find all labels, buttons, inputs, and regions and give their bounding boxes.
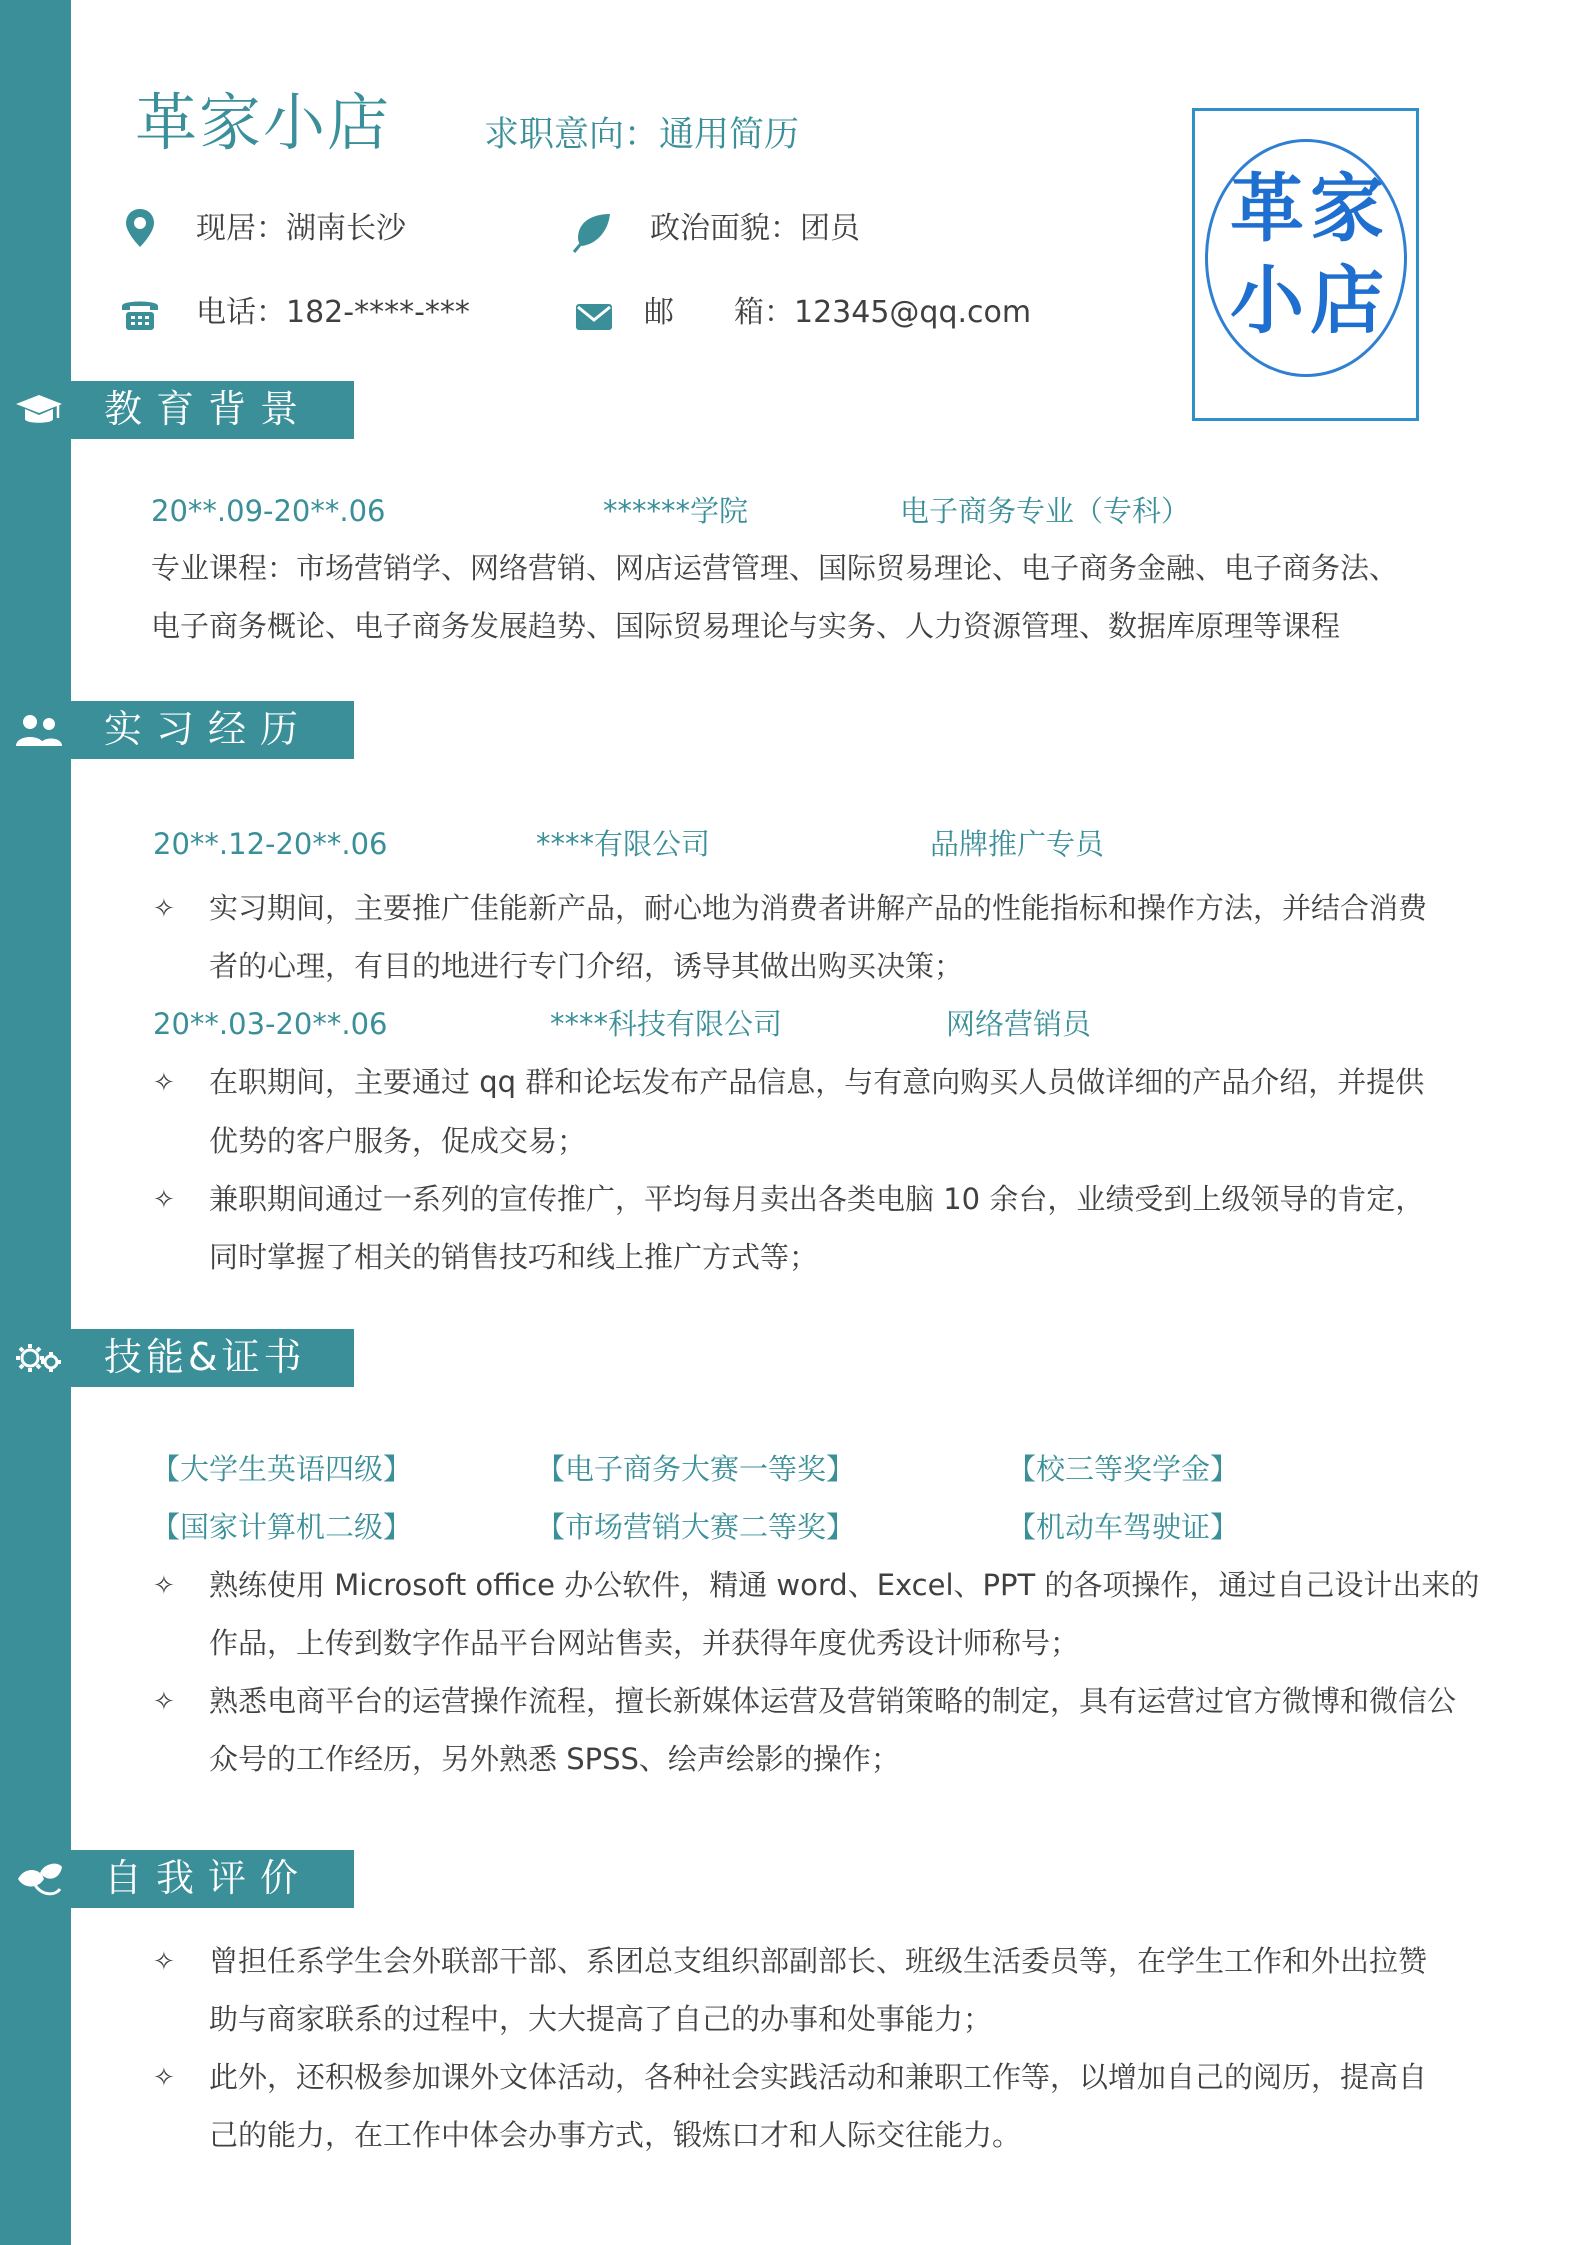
job-bullet-line: 同时掌握了相关的销售技巧和线上推广方式等； xyxy=(209,1240,819,1274)
section-header-internship xyxy=(0,701,354,759)
education-courses-line: 专业课程：市场营销学、网络营销、网店运营管理、国际贸易理论、电子商务金融、电子商务法、 xyxy=(151,551,1399,585)
job-company: ****科技有限公司 xyxy=(550,1007,783,1041)
leaf-icon xyxy=(570,210,614,254)
skill-bullet-line: 熟练使用 Microsoft office 办公软件，精通 word、Excel、PPT 的各项操作，通过自己设计出来的 xyxy=(209,1568,1480,1602)
candidate-name: 革家小店 xyxy=(135,86,392,159)
telephone-icon xyxy=(118,292,162,336)
stamp-char-3: 小 xyxy=(1230,258,1304,344)
people-icon xyxy=(14,710,64,750)
bullet-icon: ✧ xyxy=(153,1068,175,1098)
job-role: 网络营销员 xyxy=(946,1007,1092,1041)
bullet-icon: ✧ xyxy=(153,1185,175,1215)
skill-bullet-line: 众号的工作经历，另外熟悉 SPSS、绘声绘影的操作； xyxy=(209,1742,900,1776)
section-title-education: 教育背景 xyxy=(104,387,313,431)
email-value: 12345@qq.com xyxy=(794,295,1032,330)
job-role: 品牌推广专员 xyxy=(930,827,1105,861)
location-pin-icon xyxy=(118,206,162,250)
education-school: ******学院 xyxy=(603,494,749,528)
self-eval-bullet-line: 曾担任系学生会外联部干部、系团总支组织部副部长、班级生活委员等，在学生工作和外出拉赞 xyxy=(209,1944,1428,1978)
job-bullet-line: 实习期间，主要推广佳能新产品，耐心地为消费者讲解产品的性能指标和操作方法，并结合消费 xyxy=(209,891,1428,925)
phone-text: 电话：182-****-*** xyxy=(196,295,470,330)
job-company: ****有限公司 xyxy=(536,827,711,861)
job-bullet-line: 兼职期间通过一系列的宣传推广，平均每月卖出各类电脑 10 余台，业绩受到上级领导的肯定， xyxy=(209,1182,1425,1216)
stamp-char-2: 家 xyxy=(1310,166,1384,252)
stamp-char-1: 革 xyxy=(1230,166,1304,252)
stamp-circle xyxy=(1205,139,1407,377)
gears-icon xyxy=(14,1338,64,1378)
skill-bullet-line: 熟悉电商平台的运营操作流程，擅长新媒体运营及营销策略的制定，具有运营过官方微博和微信公 xyxy=(209,1684,1457,1718)
section-header-skills xyxy=(0,1329,354,1387)
left-sidebar-stripe xyxy=(0,0,71,2245)
section-header-self-evaluation xyxy=(0,1850,354,1908)
graduation-cap-icon xyxy=(14,390,64,430)
stamp-char-4: 店 xyxy=(1310,258,1384,344)
bullet-icon: ✧ xyxy=(153,1571,175,1601)
residence-text: 现居：湖南长沙 xyxy=(196,211,406,246)
certificate-item: 【大学生英语四级】 xyxy=(151,1452,413,1486)
bullet-icon: ✧ xyxy=(153,894,175,924)
job-bullet-line: 者的心理，有目的地进行专门介绍，诱导其做出购买决策； xyxy=(209,949,964,983)
email-label: 邮 箱： xyxy=(644,295,794,330)
education-courses-line: 电子商务概论、电子商务发展趋势、国际贸易理论与实务、人力资源管理、数据库原理等课程 xyxy=(151,609,1341,643)
envelope-icon xyxy=(572,294,616,338)
section-header-education xyxy=(0,381,354,439)
bullet-icon: ✧ xyxy=(153,1687,175,1717)
job-period: 20**.12-20**.06 xyxy=(153,827,388,861)
job-period: 20**.03-20**.06 xyxy=(153,1007,388,1041)
certificate-item: 【机动车驾驶证】 xyxy=(1007,1510,1240,1544)
section-title-internship: 实习经历 xyxy=(104,707,313,751)
job-bullet-line: 在职期间，主要通过 qq 群和论坛发布产品信息，与有意向购买人员做详细的产品介绍，并提供 xyxy=(209,1065,1425,1099)
certificate-item: 【市场营销大赛二等奖】 xyxy=(536,1510,856,1544)
job-bullet-line: 优势的客户服务，促成交易； xyxy=(209,1124,587,1158)
section-title-self-evaluation: 自我评价 xyxy=(104,1856,313,1900)
self-eval-bullet-line: 此外，还积极参加课外文体活动，各种社会实践活动和兼职工作等，以增加自己的阅历，提高自 xyxy=(209,2060,1428,2094)
skill-bullet-line: 作品，上传到数字作品平台网站售卖，并获得年度优秀设计师称号； xyxy=(209,1626,1080,1660)
self-eval-bullet-line: 助与商家联系的过程中，大大提高了自己的办事和处事能力； xyxy=(209,2002,993,2036)
education-major: 电子商务专业（专科） xyxy=(900,494,1191,528)
email-text xyxy=(644,295,1032,330)
certificate-item: 【电子商务大赛一等奖】 xyxy=(536,1452,856,1486)
certificate-item: 【校三等奖学金】 xyxy=(1007,1452,1240,1486)
political-status-text: 政治面貌：团员 xyxy=(650,211,860,246)
education-period: 20**.09-20**.06 xyxy=(151,494,386,528)
certificate-item: 【国家计算机二级】 xyxy=(151,1510,413,1544)
leaves-icon xyxy=(14,1859,64,1899)
section-title-skills: 技能&证书 xyxy=(104,1335,306,1379)
self-eval-bullet-line: 己的能力，在工作中体会办事方式，锻炼口才和人际交往能力。 xyxy=(209,2118,1022,2152)
bullet-icon: ✧ xyxy=(153,2063,175,2093)
job-intent: 求职意向：通用简历 xyxy=(484,115,800,155)
shop-logo-stamp xyxy=(1192,108,1419,421)
bullet-icon: ✧ xyxy=(153,1947,175,1977)
